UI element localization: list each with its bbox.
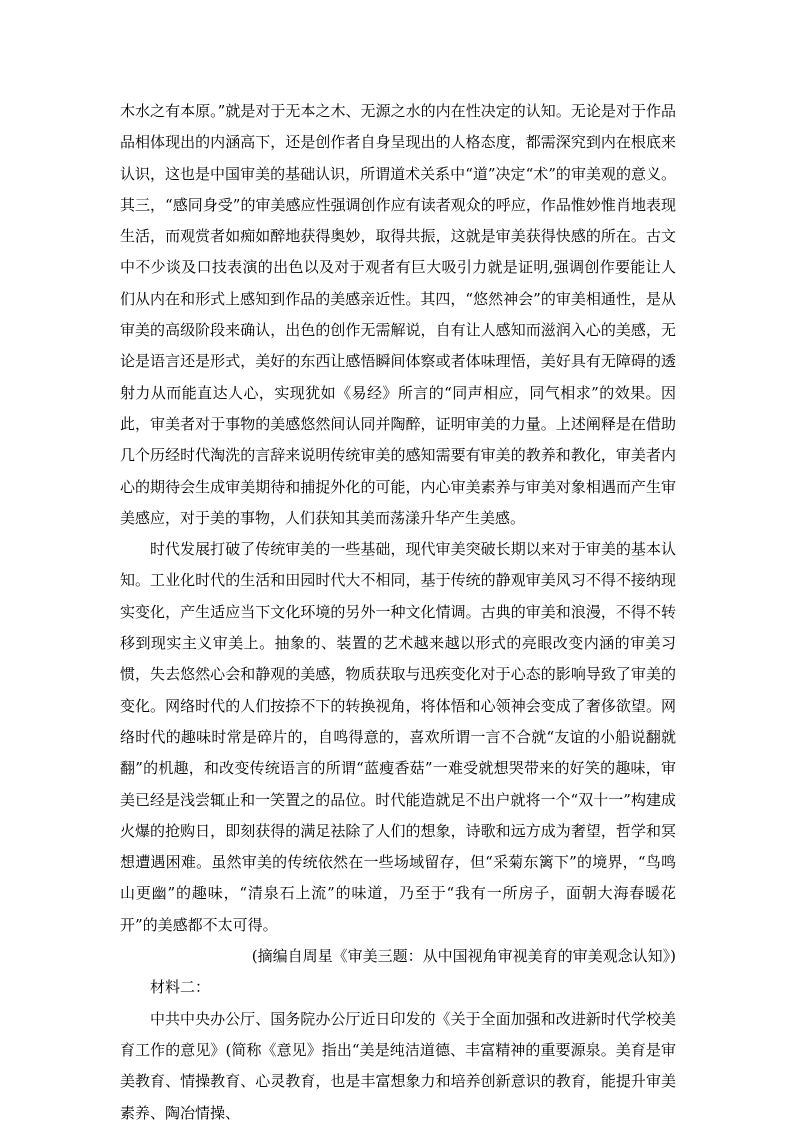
paragraph-2: 时代发展打破了传统审美的一些基础，现代审美突破长期以来对于审美的基本认知。工业化时代的生活和田园时代大不相同，基于传统的静观审美风习不得不接纳现实变化，产生适应当下文化环境的另外一种文化情调。古典的审美和浪漫，不得不转移到现实主义审美上。抽象的、装置的艺术越来越以形式的亮眼改变内涵的审美习惯，失去悠然心会和静观的美感，物质获取与迅疾变化对于心态的影响导致了审美的变化。网络时代的人们按捺不下的转换视角，将体悟和心领神会变成了奢侈欲望。网络时代的趣味时常是碎片的，自鸣得意的，喜欢所谓一言不合就“友谊的小船说翻就翻”的机趣，和改变传统语言的所谓“蓝瘦香菇”一难受就想哭带来的好笑的趣味，审美已经是浅尝辄止和一笑置之的品位。时代能造就足不出户就将一个“双十一”构建成火爆的抢购日，即刻获得的满足祛除了人们的想象，诗歌和远方成为奢望，哲学和冥想遭遇困难。虽然审美的传统依然在一些场域留存，但“采菊东篱下”的境界，“鸟鸣山更幽”的趣味，“清泉石上流”的味道，乃至于“我有一所房子，面朝大海春暖花开”的美感都不太可得。 [120, 540, 676, 934]
paragraph-3: 中共中央办公厅、国务院办公厅近日印发的《关于全面加强和改进新时代学校美育工作的意见》(简称《意见》指出“美是纯洁道德、丰富精神的重要源泉。美育是审美教育、情操教育、心灵教育，也是丰富想象力和培养创新意识的教育，能提升审美素养、陶冶情操、 [120, 1009, 676, 1122]
document-body [120, 96, 676, 1129]
material-label: 材料二： [150, 978, 211, 997]
source-citation: (摘编自周星《审美三题：从中国视角审视美育的审美观念认知》) [251, 947, 676, 966]
paragraph-1: 木水之有本原。”就是对于无本之木、无源之水的内在性决定的认知。无论是对于作品品相体现出的内涵高下，还是创作者自身呈现出的人格态度，都需深究到内在根底来认识，这也是中国审美的基础认识，所谓道术关系中“道”决定“术”的审美观的意义。其三，“感同身受”的审美感应性强调创作应有读者观众的呼应，作品惟妙惟肖地表现生活，而观赏者如痴如醉地获得奥妙，取得共振，这就是审美获得快感的所在。古文中不少谈及口技表演的出色以及对于观者有巨大吸引力就是证明,强调创作要能让人们从内在和形式上感知到作品的美感亲近性。其四，“悠然神会”的审美相通性，是从审美的高级阶段来确认，出色的创作无需解说，自有让人感知而滋润入心的美感，无论是语言还是形式，美好的东西让感悟瞬间体察或者体味理悟，美好具有无障碍的透射力从而能直达人心，实现犹如《易经》所言的“同声相应，同气相求”的效果。因此，审美者对于事物的美感悠然间认同并陶醉，证明审美的力量。上述阐释是在借助几个历经时代淘洗的言辞来说明传统审美的感知需要有审美的教养和教化，审美者内心的期待会生成审美期待和捕捉外化的可能，内心审美素养与审美对象相遇而产生审美感应，对于美的事物，人们获知其美而荡漾升华产生美感。 [120, 102, 676, 527]
